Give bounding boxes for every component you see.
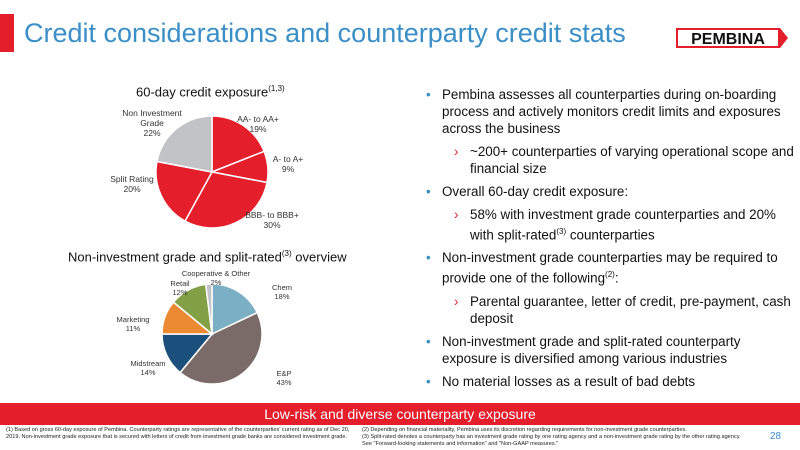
logo-text: PEMBINA — [691, 31, 765, 48]
footnote-disclaimer: See "Forward-looking statements and information" and "Non-GAAP measures." — [362, 441, 559, 447]
pie-label-eandp: E&P 43% — [276, 369, 292, 387]
footnote-left: (1) Based on gross 60-day exposure of Pembina. Counterparty ratings are representative of the counterparties' current rating as of Dec 20, 2019. Non-investment grade exposure that is secured with letters of credit from investment grade banks are considered investment grade. — [6, 427, 350, 440]
bullet-item: • Pembina assesses all counterparties during on-boarding process and actively monitors credit limits and exposures across the business — [426, 87, 781, 136]
bullet-item: • Overall 60-day credit exposure: — [426, 184, 629, 199]
pie-label-retail: Retail 12% — [170, 279, 190, 297]
summary-banner: Low-risk and diverse counterparty exposure — [0, 403, 800, 425]
pie-label-marketing: Marketing 11% — [116, 315, 150, 333]
pie-label-bbb-to-bbb: BBB- to BBB+ 30% — [245, 210, 299, 230]
pie-slice-non-investment-grade — [157, 116, 212, 172]
bullet-item: • Non-investment grade counterparties may be required to provide one of the following$^{(2)}$: — [426, 250, 778, 286]
key-points-list — [426, 86, 796, 396]
slide-title: Credit considerations and counterparty credit stats — [24, 18, 626, 48]
sub-bullet-item: › Parental guarantee, letter of credit, pre-payment, cash deposit — [454, 293, 791, 326]
chart1-title: 60-day credit exposure$^{(1,3)}$ — [136, 84, 285, 100]
page-number: 28 — [770, 431, 782, 442]
bullet-item: • No material losses as a result of bad debts — [426, 373, 696, 389]
footnote-right — [362, 427, 762, 448]
pie-label-a-to-a: A- to A+ 9% — [272, 154, 304, 174]
credit-exposure-pie — [0, 100, 330, 240]
footnote-2: (2) Depending on financial materiality, Pembina uses its discretion regarding requirements for non-investment grade counterparties. — [362, 427, 687, 433]
chart2-title: Non-investment grade and split-rated$^{(3)}$ overview — [68, 249, 347, 265]
pie-label-midstream: Midstream 14% — [130, 359, 166, 377]
pie-label-non-investment-grade: Non Investment Grade 22% — [122, 108, 182, 138]
industry-exposure-pie — [0, 268, 330, 398]
sub-bullet-item: › 58% with investment grade counterparties and 20% with split-rated$^{(3)}$ counterparties — [454, 207, 776, 243]
pie-label-cooperative-and-other: Cooperative & Other 2% — [181, 269, 251, 287]
pie-label-split-rating: Split Rating 20% — [110, 174, 154, 194]
title-accent-bar — [0, 14, 14, 52]
sub-bullet-item: › ~200+ counterparties of varying operational scope and financial size — [454, 144, 794, 176]
bullet-item: • Non-investment grade and split-rated counterparty exposure is diversified among various industries — [426, 333, 741, 366]
pembina-logo — [676, 26, 788, 50]
pie-label-aa-to-aa: AA- to AA+ 19% — [237, 114, 279, 134]
footnote-3: (3) Split-rated denotes a counterparty has an investment grade rating by one rating agency and a non-investment grade rating by the other rating agency. — [362, 434, 741, 440]
pie-label-chem: Chem 18% — [271, 283, 293, 301]
